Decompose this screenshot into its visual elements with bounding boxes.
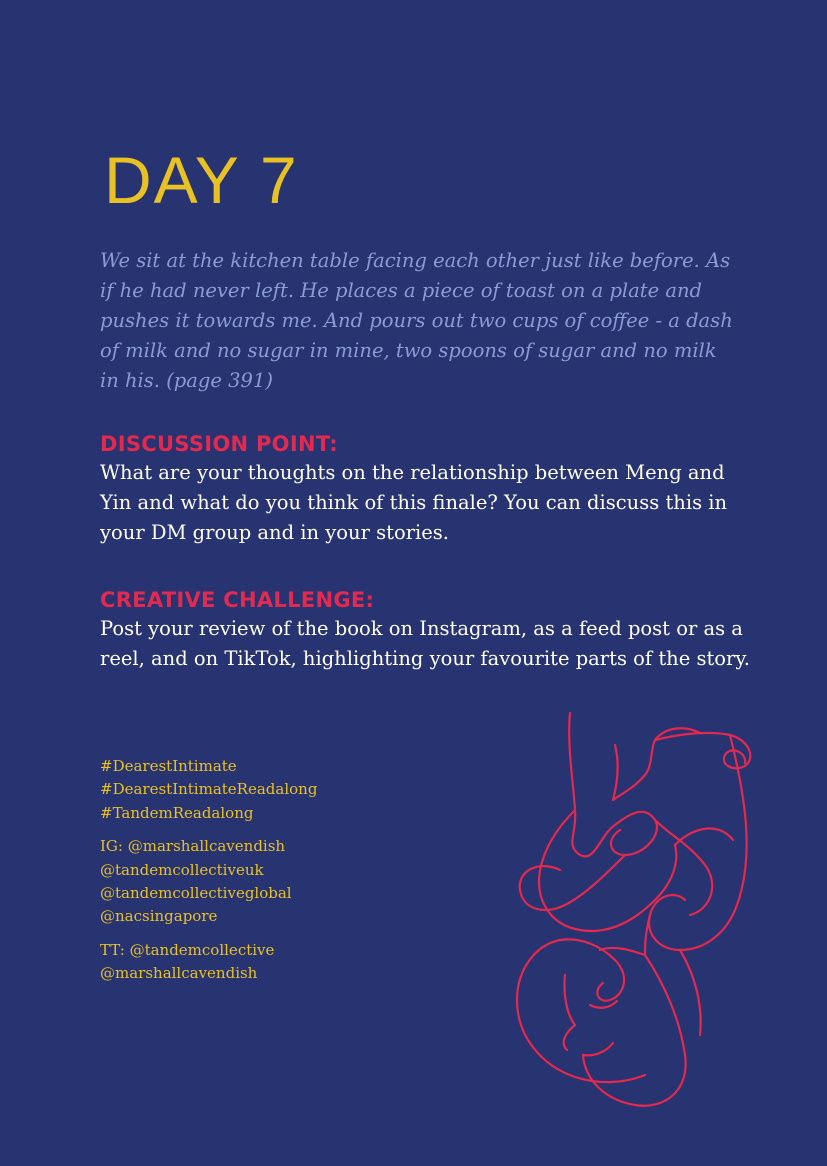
instagram-handle: @tandemcollectiveglobal: [100, 884, 292, 903]
discussion-section: [100, 430, 750, 548]
book-quote: We sit at the kitchen table facing each other just like before. As if he had never left. He places a piece of toast on a plate and pushes it towards me. And pours out two cups of coffee - a dash of milk and no sugar in mine, two spoons of sugar and no milk in his. (page 391): [100, 249, 733, 392]
discussion-heading: DISCUSSION POINT:: [100, 432, 338, 456]
hashtag: #TandemReadalong: [100, 803, 254, 822]
creative-heading: CREATIVE CHALLENGE:: [100, 588, 375, 612]
instagram-handle: @nacsingapore: [100, 907, 218, 926]
instagram-handle: IG: @marshallcavendish: [100, 837, 286, 856]
creative-text: Post your review of the book on Instagram, as a feed post or as a reel, and on TikTok, highlighting your favourite parts of the story.: [100, 617, 750, 670]
creative-section: [100, 586, 750, 674]
instagram-handle: @tandemcollectiveuk: [100, 860, 264, 879]
tiktok-handle: @marshallcavendish: [100, 964, 258, 983]
social-tags: [100, 755, 500, 996]
discussion-text: What are your thoughts on the relationship between Meng and Yin and what do you think of this finale? You can discuss this in your DM group and in your stories.: [100, 461, 728, 544]
tiktok-handles: [100, 939, 500, 986]
line-art-faces-illustration: [505, 705, 770, 1115]
instagram-handles: [100, 835, 500, 929]
hashtag: #DearestIntimate: [100, 757, 237, 775]
tiktok-handle: TT: @tandemcollective: [100, 940, 275, 959]
hashtag: #DearestIntimateReadalong: [100, 780, 318, 799]
hashtag-list: [100, 755, 500, 825]
page-title: DAY 7: [104, 143, 299, 217]
